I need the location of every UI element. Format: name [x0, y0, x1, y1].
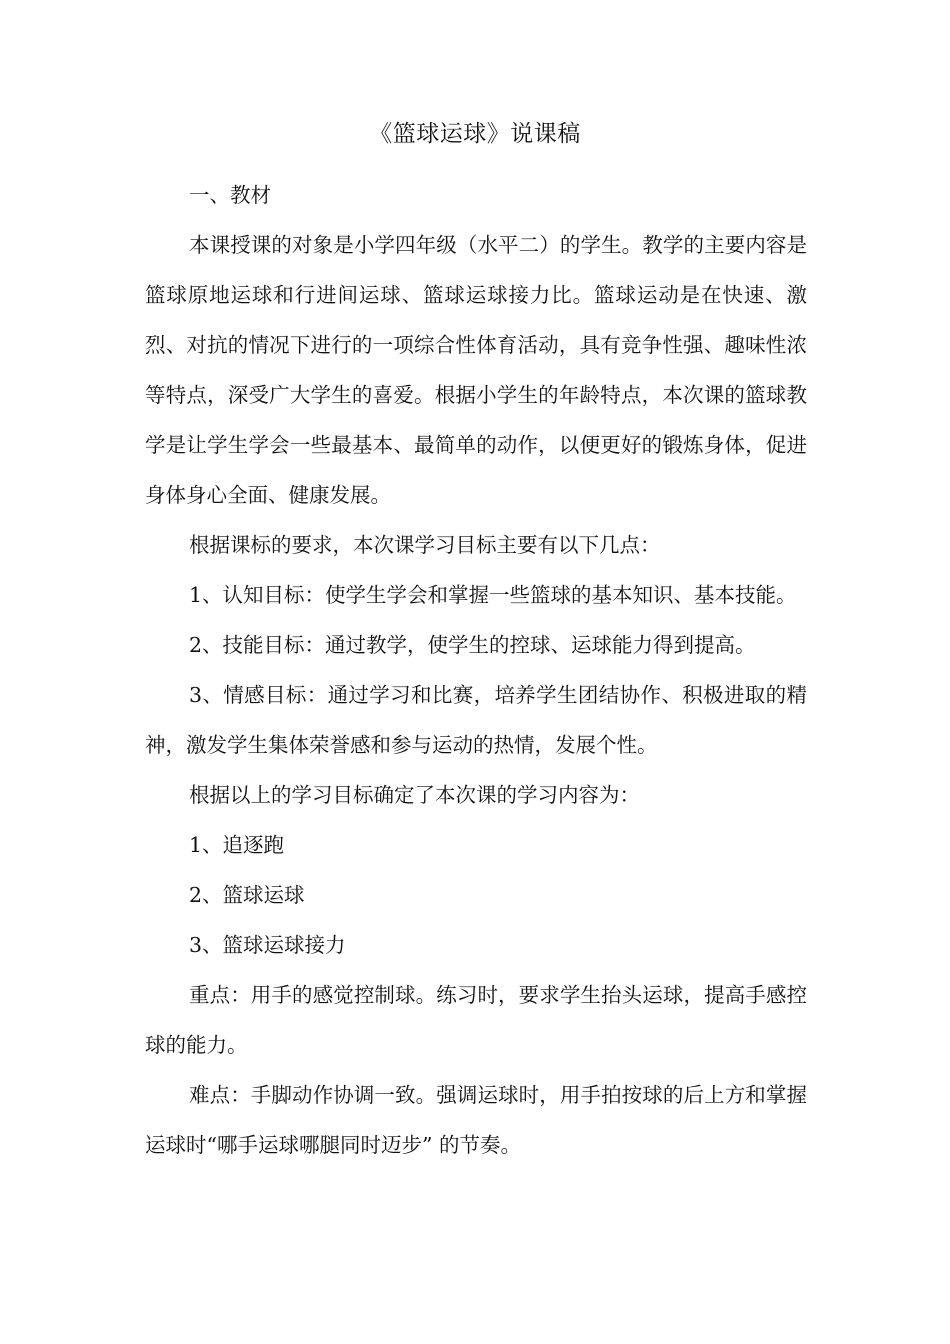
paragraph-content-intro: 根据以上的学习目标确定了本次课的学习内容为：: [189, 783, 640, 807]
section-heading-materials: 一、教材: [189, 183, 271, 207]
content-item-3: 3、篮球运球接力: [189, 933, 346, 957]
paragraph-difficulty: 难点：手脚动作协调一致。强调运球时，用手拍按球的后上方和掌握运球时“哪手运球哪腿同时迈步” 的节奏。: [145, 1083, 807, 1157]
paragraph-course-intro: 本课授课的对象是小学四年级（水平二）的学生。教学的主要内容是篮球原地运球和行进间运球、篮球运球接力比。篮球运动是在快速、激烈、对抗的情况下进行的一项综合性体育活动，具有竞争性强、趣味性浓等特点，深受广大学生的喜爱。根据小学生的年龄特点，本次课的篮球教学是让学生学会一些最基本、最简单的动作，以便更好的锻炼身体，促进身体身心全面、健康发展。: [145, 233, 807, 507]
goal-cognitive: 1、认知目标：使学生学会和掌握一些篮球的基本知识、基本技能。: [189, 583, 797, 607]
goal-emotional: 3、情感目标：通过学习和比赛，培养学生团结协作、积极进取的精神，激发学生集体荣誉感和参与运动的热情，发展个性。: [145, 683, 807, 757]
paragraph-key-point: 重点：用手的感觉控制球。练习时，要求学生抬头运球，提高手感控球的能力。: [145, 983, 807, 1057]
goal-skill: 2、技能目标：通过教学，使学生的控球、运球能力得到提高。: [189, 633, 756, 657]
content-item-1: 1、追逐跑: [189, 833, 285, 857]
document-body: [145, 170, 807, 1170]
paragraph-goals-intro: 根据课标的要求，本次课学习目标主要有以下几点：: [189, 533, 661, 557]
content-item-2: 2、篮球运球: [189, 883, 305, 907]
document-title: 《篮球运球》说课稿: [369, 121, 581, 147]
